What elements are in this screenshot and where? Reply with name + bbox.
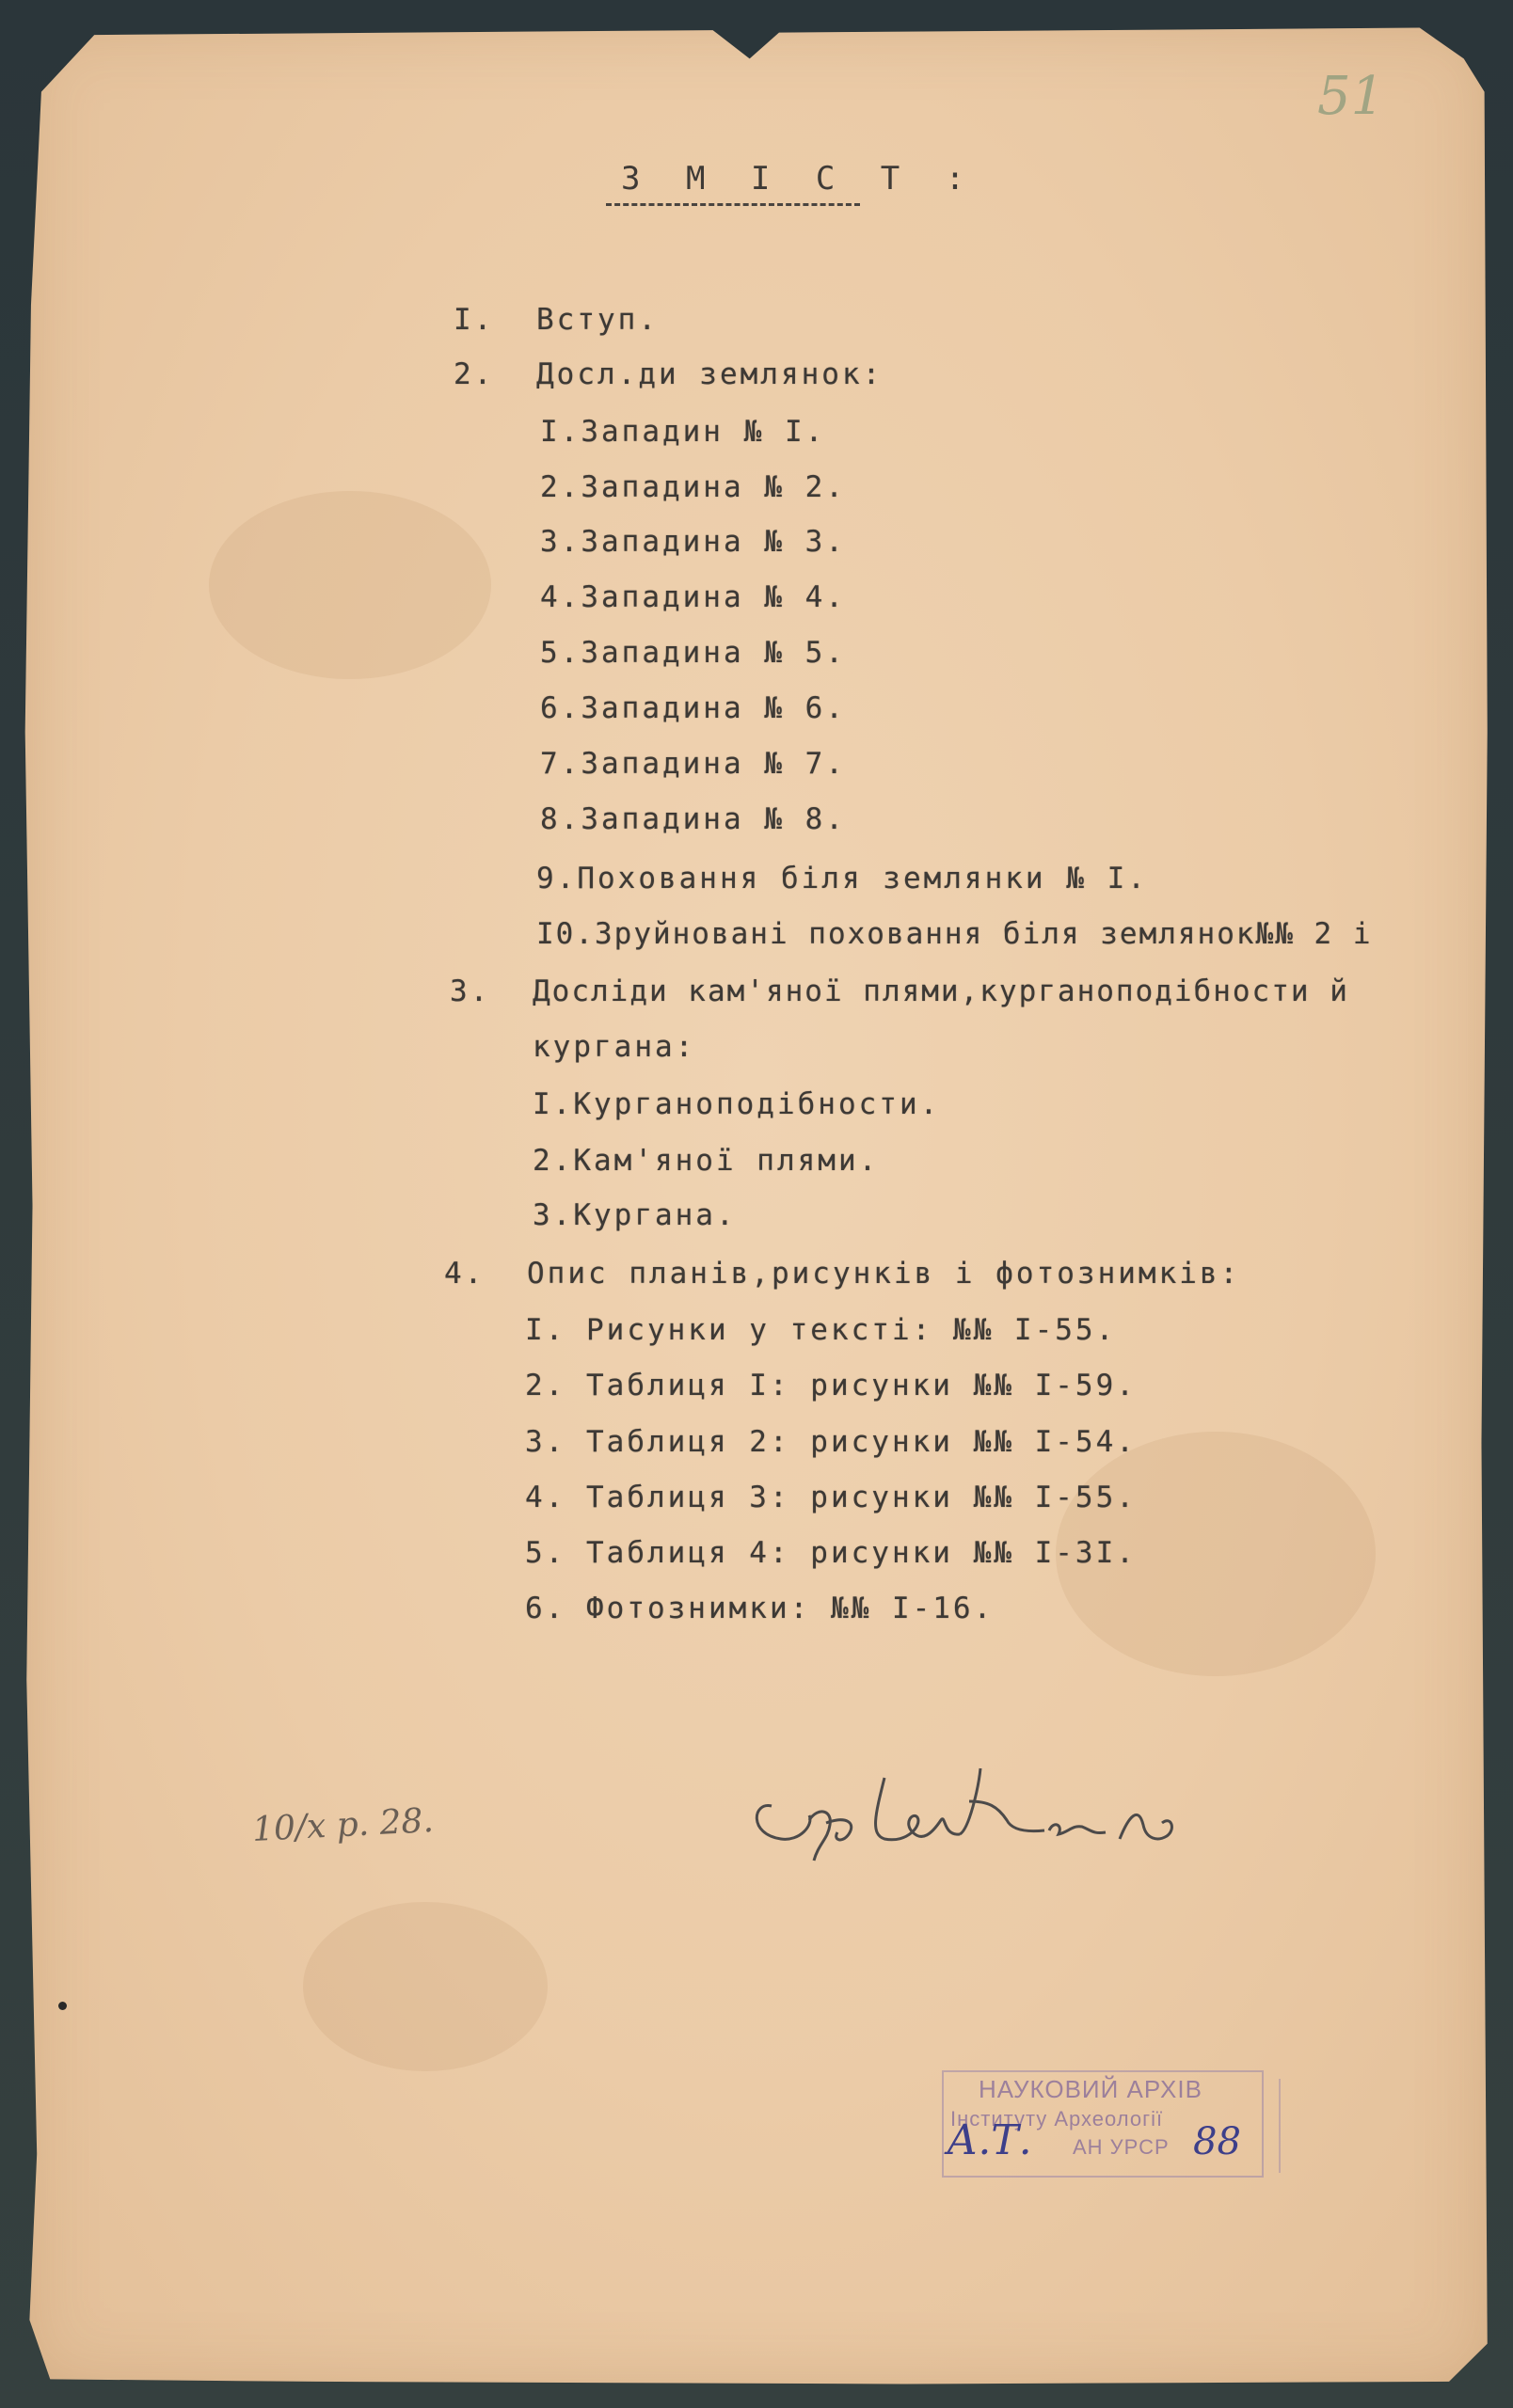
toc-item-text: Досліди кам'яної плями,курганоподібности й bbox=[533, 974, 1349, 1008]
stamp-line: Інституту Археології bbox=[950, 2107, 1164, 2131]
toc-item-text: 4.Западина № 4. bbox=[540, 580, 846, 614]
stamp-handwritten-initials: А.Т. bbox=[947, 2116, 1032, 2164]
page-number: 51 bbox=[1317, 66, 1385, 127]
page-title: З М І С Т : bbox=[621, 160, 979, 198]
toc-item-text: 5. Таблиця 4: рисунки №№ I-3I. bbox=[525, 1536, 1137, 1570]
toc-item-text: 2.Западина № 2. bbox=[540, 470, 846, 504]
toc-item-text: 3.Западина № 3. bbox=[540, 525, 846, 559]
toc-item-text: кургана: bbox=[533, 1030, 696, 1064]
toc-item-text: I. Рисунки у тексті: №№ I-55. bbox=[525, 1313, 1117, 1347]
stamp-line: НАУКОВИЙ АРХІВ bbox=[979, 2075, 1202, 2103]
toc-item-number: 4. bbox=[444, 1257, 486, 1291]
toc-item-text: 5.Западина № 5. bbox=[540, 636, 846, 670]
stamp-handwritten-number: 88 bbox=[1193, 2120, 1241, 2163]
toc-item-text: Опис планів,рисунків і фотознимків: bbox=[527, 1257, 1241, 1291]
toc-item-text: Вступ. bbox=[536, 303, 659, 337]
toc-item-text: 8.Западина № 8. bbox=[540, 802, 846, 836]
toc-item-text: 7.Западина № 7. bbox=[540, 747, 846, 781]
toc-item-text: I0.Зруйновані поховання біля землянок№№ 2 і bbox=[536, 917, 1373, 951]
toc-item-text: 3.Кургана. bbox=[533, 1198, 737, 1232]
toc-item-text: I.Западин № I. bbox=[540, 415, 826, 449]
handwritten-signature bbox=[743, 1750, 1214, 1881]
toc-item-text: 3. Таблиця 2: рисунки №№ I-54. bbox=[525, 1425, 1137, 1459]
toc-item-text: 9.Поховання біля землянки № I. bbox=[536, 862, 1148, 895]
stamp-line: АН УРСР bbox=[1073, 2135, 1170, 2159]
toc-item-number: 3. bbox=[450, 974, 491, 1008]
toc-item-text: Досл.ди землянок: bbox=[536, 357, 884, 391]
toc-item-text: 6.Западина № 6. bbox=[540, 691, 846, 725]
handwritten-date: 10/x р. 28. bbox=[251, 1800, 435, 1850]
toc-item-text: 6. Фотознимки: №№ I-16. bbox=[525, 1592, 995, 1625]
toc-item-number: I. bbox=[454, 303, 495, 337]
toc-item-text: I.Курганоподібности. bbox=[533, 1087, 941, 1121]
toc-item-text: 2.Кам'яної плями. bbox=[533, 1144, 880, 1178]
toc-item-text: 4. Таблиця 3: рисунки №№ I-55. bbox=[525, 1481, 1137, 1514]
toc-item-text: 2. Таблиця I: рисунки №№ I-59. bbox=[525, 1369, 1137, 1402]
toc-item-number: 2. bbox=[454, 357, 495, 391]
ink-dot bbox=[58, 2002, 67, 2010]
